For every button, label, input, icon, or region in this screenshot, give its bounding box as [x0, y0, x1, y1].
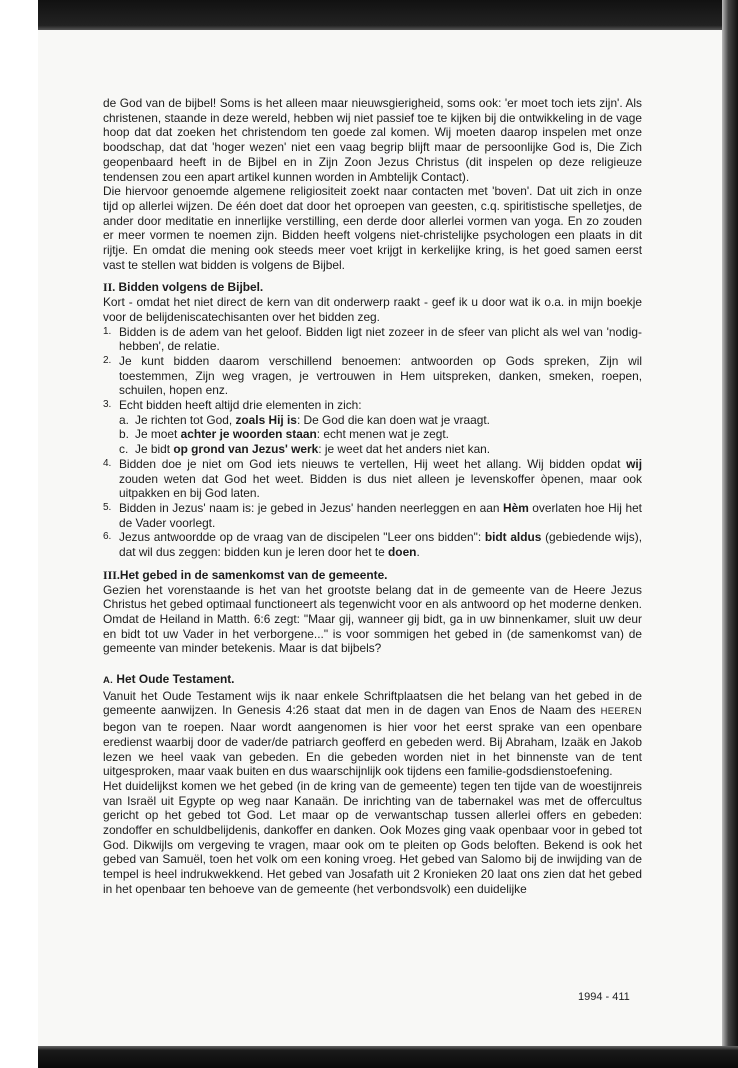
section-a-paragraph-2: Het duidelijkst komen we het gebed (in de kring van de gemeente) tegen ten tijde van de woestijnreis van Israël uit Egypte op weg naar Kanaän. De inrichting van de tabernakel was met de offercultus gericht op het gebed tot God. Let maar op de verwantschap tussen allerlei offers en gebeden: zondoffer en schuldbelijdenis, dankoffer en danken. Ook Mozes ging vaak openbaar voor in gebed tot God. Dikwijls om vergeving te vragen, maar ook om te pleiten op Gods beloften. Bekend is ook het gebed van Samuël, toen het volk om een koning vroeg. Het gebed van Salomo bij de inwijding van de tempel is heel indrukwekkend. Het gebed van Josafath uit 2 Kronieken 20 laat ons zien dat het gebed in het openbaar ten behoeve van de gemeente (het verbondsvolk) een duidelijke — [103, 778, 642, 896]
sub-list-item: a. Je richten tot God, zoals Hij is: De God die kan doen wat je vraagt. — [119, 412, 490, 427]
intro-paragraph-2: Die hiervoor genoemde algemene religiositeit zoekt naar contacten met 'boven'. Dat uit zich in onze tijd op allerlei wijzen. De één doet dat door het oproepen van geesten, c.q. spiritistische spelletjes, de ander door meditatie en innerlijke verstilling, een derde door allerlei vormen van yoga. En zo zouden er meer vormen te noemen zijn. Bidden heeft volgens niet-christelijke psychologen een plaats in dit rijtje. En omdat die mening ook steeds meer voet krijgt in kerkelijke kring, is het goed samen eerst vast te stellen wat bidden is volgens de Bijbel. — [103, 184, 642, 272]
list-item: 5. Bidden in Jezus' naam is: je gebed in Jezus' handen neerleggen en aan Hèm overlaten hoe Hij het de Vader voorlegt. — [103, 500, 642, 530]
list-item: 3. Echt bidden heeft altijd drie elementen in zich: — [103, 398, 362, 413]
section-2-number: II. — [103, 280, 116, 295]
list-item: 1. Bidden is de adem van het geloof. Bidden ligt niet zozeer in de sfeer van plicht als wel van 'nodig-hebben', de relatie. — [103, 324, 642, 354]
scan-border-top — [38, 0, 738, 30]
section-a-letter: A. — [103, 675, 114, 687]
section-3-paragraph: Gezien het vorenstaande is het van het grootste belang dat in de gemeente van de Heere Jezus Christus het gebed optimaal functioneert als tegenwicht voor en als antwoord op het moderne denken. Omdat de Heiland in Matth. 6:6 zegt: "Maar gij, wanneer gij bidt, ga in uw binnenkamer, sluit uw deur en bidt tot uw Vader in het verborgene..." is voor sommigen het gebed in (de samenkomst van) de gemeente van minder betekenis. Maar is dat bijbels? — [103, 582, 642, 656]
page-number: 1994 - 411 — [578, 991, 630, 1003]
article-body — [103, 96, 642, 897]
section-3-number: III. — [103, 567, 120, 582]
section-3-title: Het gebed in de samenkomst van de gemeente. — [119, 567, 388, 582]
section-a-paragraph-1: Vanuit het Oude Testament wijs ik naar enkele Schriftplaatsen die het belang van het gebed in de gemeente aanwijzen. In Genesis 4:26 staat dat men in de dagen van Enos de Naam des HEEREN begon van te roepen. Naar wordt aangenomen is hier voor het eerst sprake van een openbare eredienst waarbij door de vader/de patriarch geofferd en gebeden werd. Bij Abraham, Izaäk en Jakob lezen we heel vaak van gebeden. En die gebeden worden niet in het binnenste van de tent uitgesproken, maar vaak buiten en dus waarschijnlijk ook tijdens een familie-godsdienstoefening. — [103, 688, 642, 779]
section-3-heading — [103, 568, 642, 583]
section-2-title: Bidden volgens de Bijbel. — [118, 280, 264, 295]
section-a-title: Het Oude Testament. — [116, 672, 235, 687]
list-item: 4. Bidden doe je niet om God iets nieuws te vertellen, Hij weet het allang. Wij bidden opdat wij zouden weten dat God het weet. Bidden is dus niet alleen je levenskoffer òpenen, maar ook uitpakken en bij God laten. — [103, 456, 642, 501]
sub-list-item: c. Je bidt op grond van Jezus' werk: je weet dat het anders niet kan. — [119, 442, 491, 457]
section-2-heading — [103, 280, 642, 295]
scan-border-right — [722, 0, 738, 1068]
section-2-intro: Kort - omdat het niet direct de kern van dit onderwerp raakt - geef ik u door wat ik o.a. in mijn boekje voor de belijdeniscatechisanten over het bidden zeg. — [103, 295, 642, 324]
intro-paragraph-1: de God van de bijbel! Soms is het alleen maar nieuwsgierigheid, soms ook: 'er moet toch iets zijn'. Als christenen, staande in deze wereld, hebben wij niet passief toe te kijken bij die ontwikkeling in de vage hoop dat dat zoeken het christendom ten goede zal komen. Wij moeten daarop inspelen met onze boodschap, dat dat 'hoger wezen' niet een vaag begrip blijft maar de persoonlijke God is, Die Zich geopenbaard heeft in de Bijbel en in Zijn Zoon Jezus Christus (dit inspelen op deze religieuze tendensen zou een apart artikel kunnen worden in Ambtelijk Contact). — [103, 96, 642, 184]
list-item: 6. Jezus antwoordde op de vraag van de discipelen "Leer ons bidden": bidt aldus (gebiedende wijs), dat wil dus zeggen: bidden kun je leren door het te doen. — [103, 530, 642, 560]
scan-border-bottom — [38, 1046, 738, 1068]
sub-list-item: b. Je moet achter je woorden staan: echt menen wat je zegt. — [119, 427, 449, 442]
section-a-heading — [103, 672, 642, 689]
list-item: 2. Je kunt bidden daarom verschillend benoemen: antwoorden op Gods spreken, Zijn wil toestemmen, Zijn weg vragen, je vertrouwen in Hem uitspreken, danken, smeken, roepen, schuilen, hopen enz. — [103, 353, 642, 398]
